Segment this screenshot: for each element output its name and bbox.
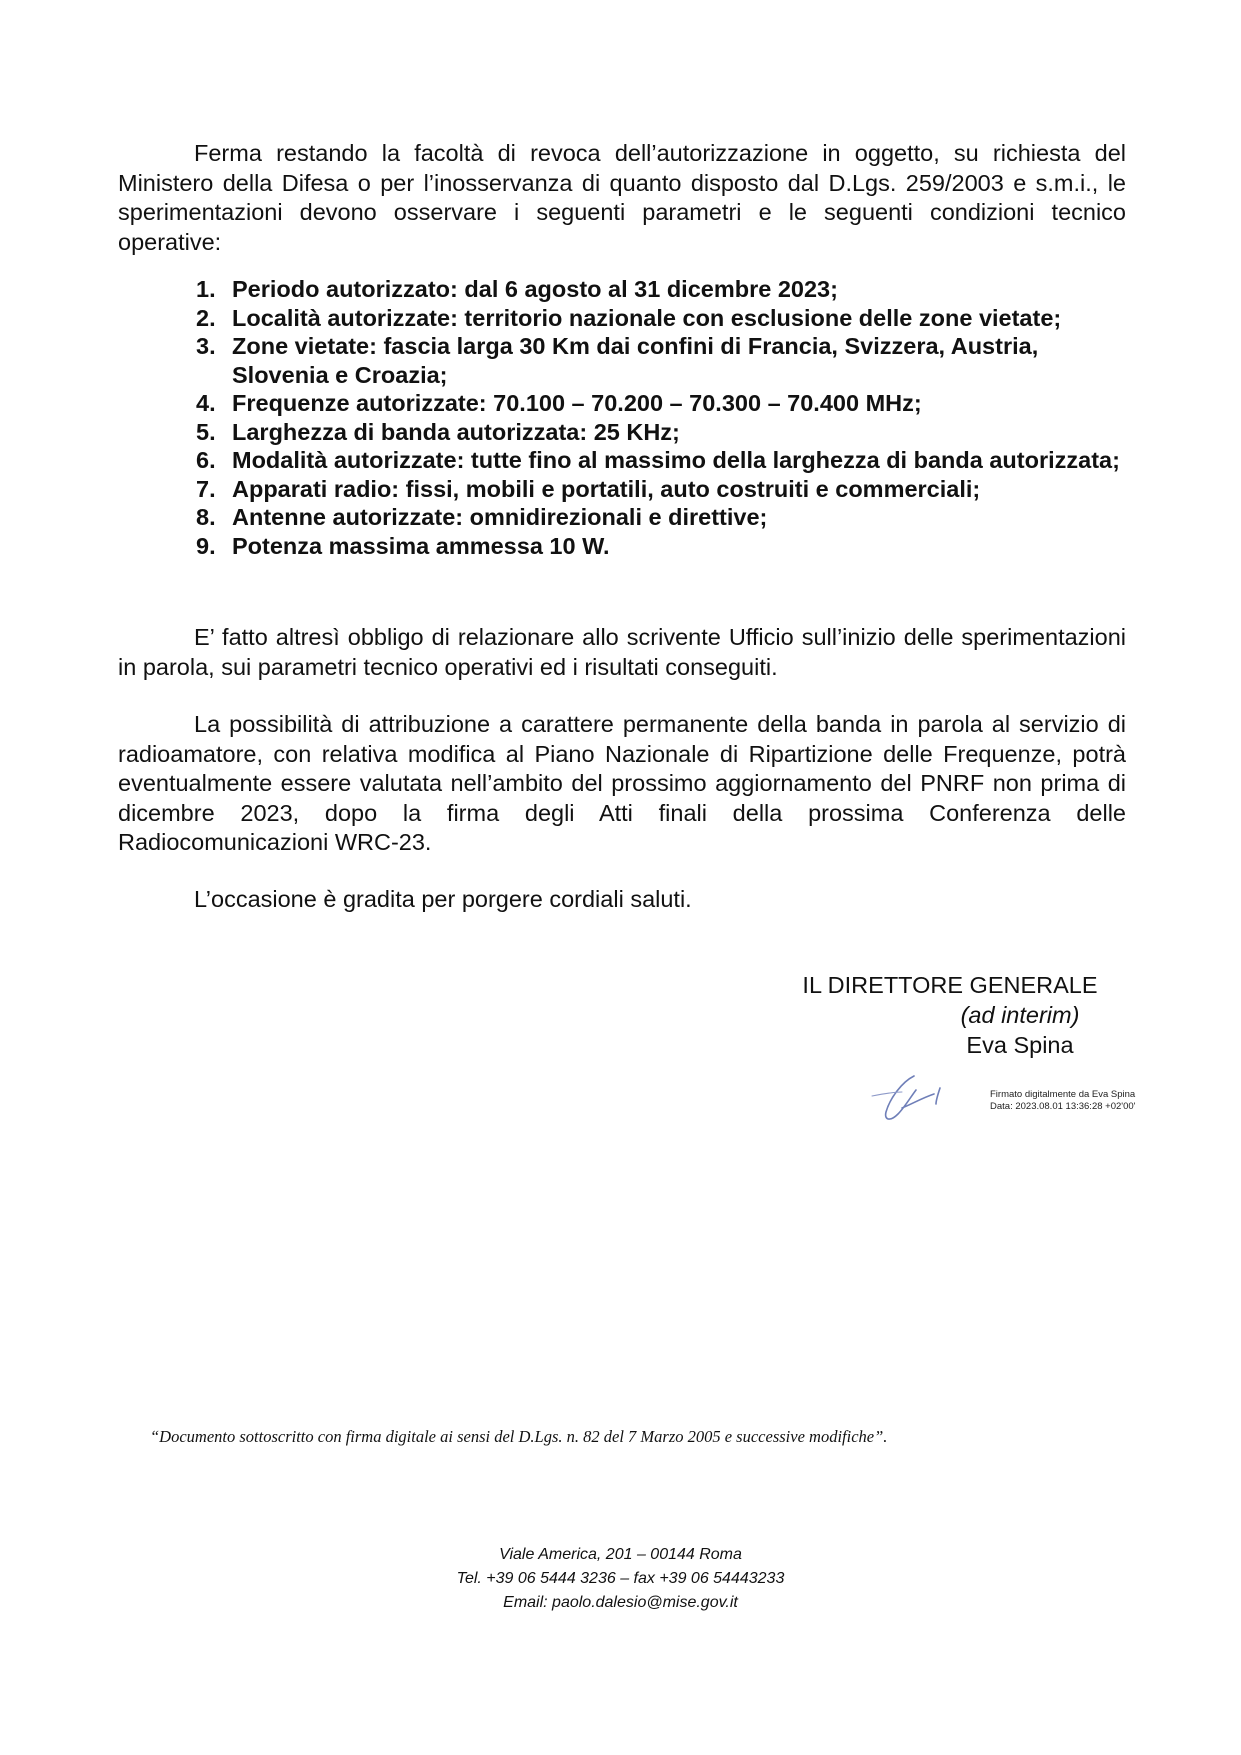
report-paragraph: E’ fatto altresì obbligo di relazionare allo scrivente Ufficio sull’inizio delle sperimentazioni in parola, sui parametri tecnico operativi ed i risultati conseguiti. — [118, 624, 1126, 680]
condition-text: Larghezza di banda autorizzata: 25 KHz; — [232, 418, 680, 445]
signatory-title: IL DIRETTORE GENERALE — [802, 972, 1098, 998]
condition-item — [196, 389, 1136, 418]
condition-text: Modalità autorizzate: tutte fino al massimo della larghezza di banda autorizzata; — [232, 447, 1120, 473]
condition-number: 4. — [196, 390, 216, 416]
closing-paragraph: L’occasione è gradita per porgere cordiali saluti. — [194, 886, 692, 912]
address-line: Viale America, 201 – 00144 Roma — [499, 1546, 742, 1563]
digital-date: Data: 2023.08.01 13:36:28 +02'00' — [990, 1101, 1136, 1112]
condition-number: 8. — [196, 504, 216, 530]
phone-fax-line: Tel. +39 06 5444 3236 – fax +39 06 54443233 — [456, 1570, 785, 1587]
condition-item — [196, 503, 1136, 532]
condition-item — [196, 275, 1136, 304]
condition-number: 9. — [196, 532, 216, 559]
intro-paragraph: Ferma restando la facoltà di revoca dell’autorizzazione in oggetto, su richiesta del Ministero della Difesa o per l’inosservanza di quanto disposto dal D.Lgs. 259/2003 e s.m.i., le sperimentazioni devono osservare i seguenti parametri e le seguenti condizioni tecnico operative: — [118, 140, 1126, 255]
handwritten-signature — [862, 1068, 952, 1128]
condition-item — [196, 418, 1136, 447]
condition-number: 3. — [196, 333, 216, 359]
condition-item — [196, 304, 1136, 333]
condition-number: 5. — [196, 418, 216, 445]
condition-text: Frequenze autorizzate: 70.100 – 70.200 – 70.300 – 70.400 MHz; — [232, 390, 922, 416]
condition-number: 7. — [196, 475, 216, 502]
condition-number: 6. — [196, 447, 216, 473]
signatory-role: (ad interim) — [960, 1002, 1080, 1028]
condition-item — [196, 446, 1136, 475]
signatory-name: Eva Spina — [966, 1032, 1074, 1058]
conditions-list — [196, 275, 1136, 560]
condition-text: Apparati radio: fissi, mobili e portatili, auto costruiti e commerciali; — [232, 475, 981, 502]
condition-number: 2. — [196, 304, 216, 331]
digital-signer: Firmato digitalmente da Eva Spina — [990, 1089, 1136, 1100]
permanent-paragraph: La possibilità di attribuzione a carattere permanente della banda in parola al servizio di radioamatore, con relativa modifica al Piano Nazionale di Ripartizione delle Frequenze, potrà eventualmente essere valutata nell’ambito del prossimo aggiornamento del PNRF non prima di dicembre 2023, dopo la firma degli Atti finali della prossima Conferenza delle Radiocomunicazioni WRC-23. — [118, 711, 1126, 855]
condition-text: Potenza massima ammessa 10 W. — [232, 532, 610, 559]
condition-text: Antenne autorizzate: omnidirezionali e direttive; — [232, 504, 768, 530]
legal-footnote: “Documento sottoscritto con firma digitale ai sensi del D.Lgs. n. 82 del 7 Marzo 2005 e successive modifiche”. — [150, 1427, 888, 1446]
condition-text: Località autorizzate: territorio nazionale con esclusione delle zone vietate; — [232, 304, 1062, 331]
condition-item — [196, 475, 1136, 504]
footer-address — [0, 1543, 1241, 1615]
digital-signature-stamp — [990, 1089, 1135, 1113]
condition-item — [196, 532, 1136, 561]
condition-text: Zone vietate: fascia larga 30 Km dai confini di Francia, Svizzera, Austria, Slovenia e Croazia; — [232, 333, 1039, 388]
condition-number: 1. — [196, 276, 216, 302]
condition-text: Periodo autorizzato: dal 6 agosto al 31 dicembre 2023; — [232, 276, 838, 302]
email-line: Email: paolo.dalesio@mise.gov.it — [503, 1594, 738, 1611]
condition-item — [196, 332, 1136, 389]
